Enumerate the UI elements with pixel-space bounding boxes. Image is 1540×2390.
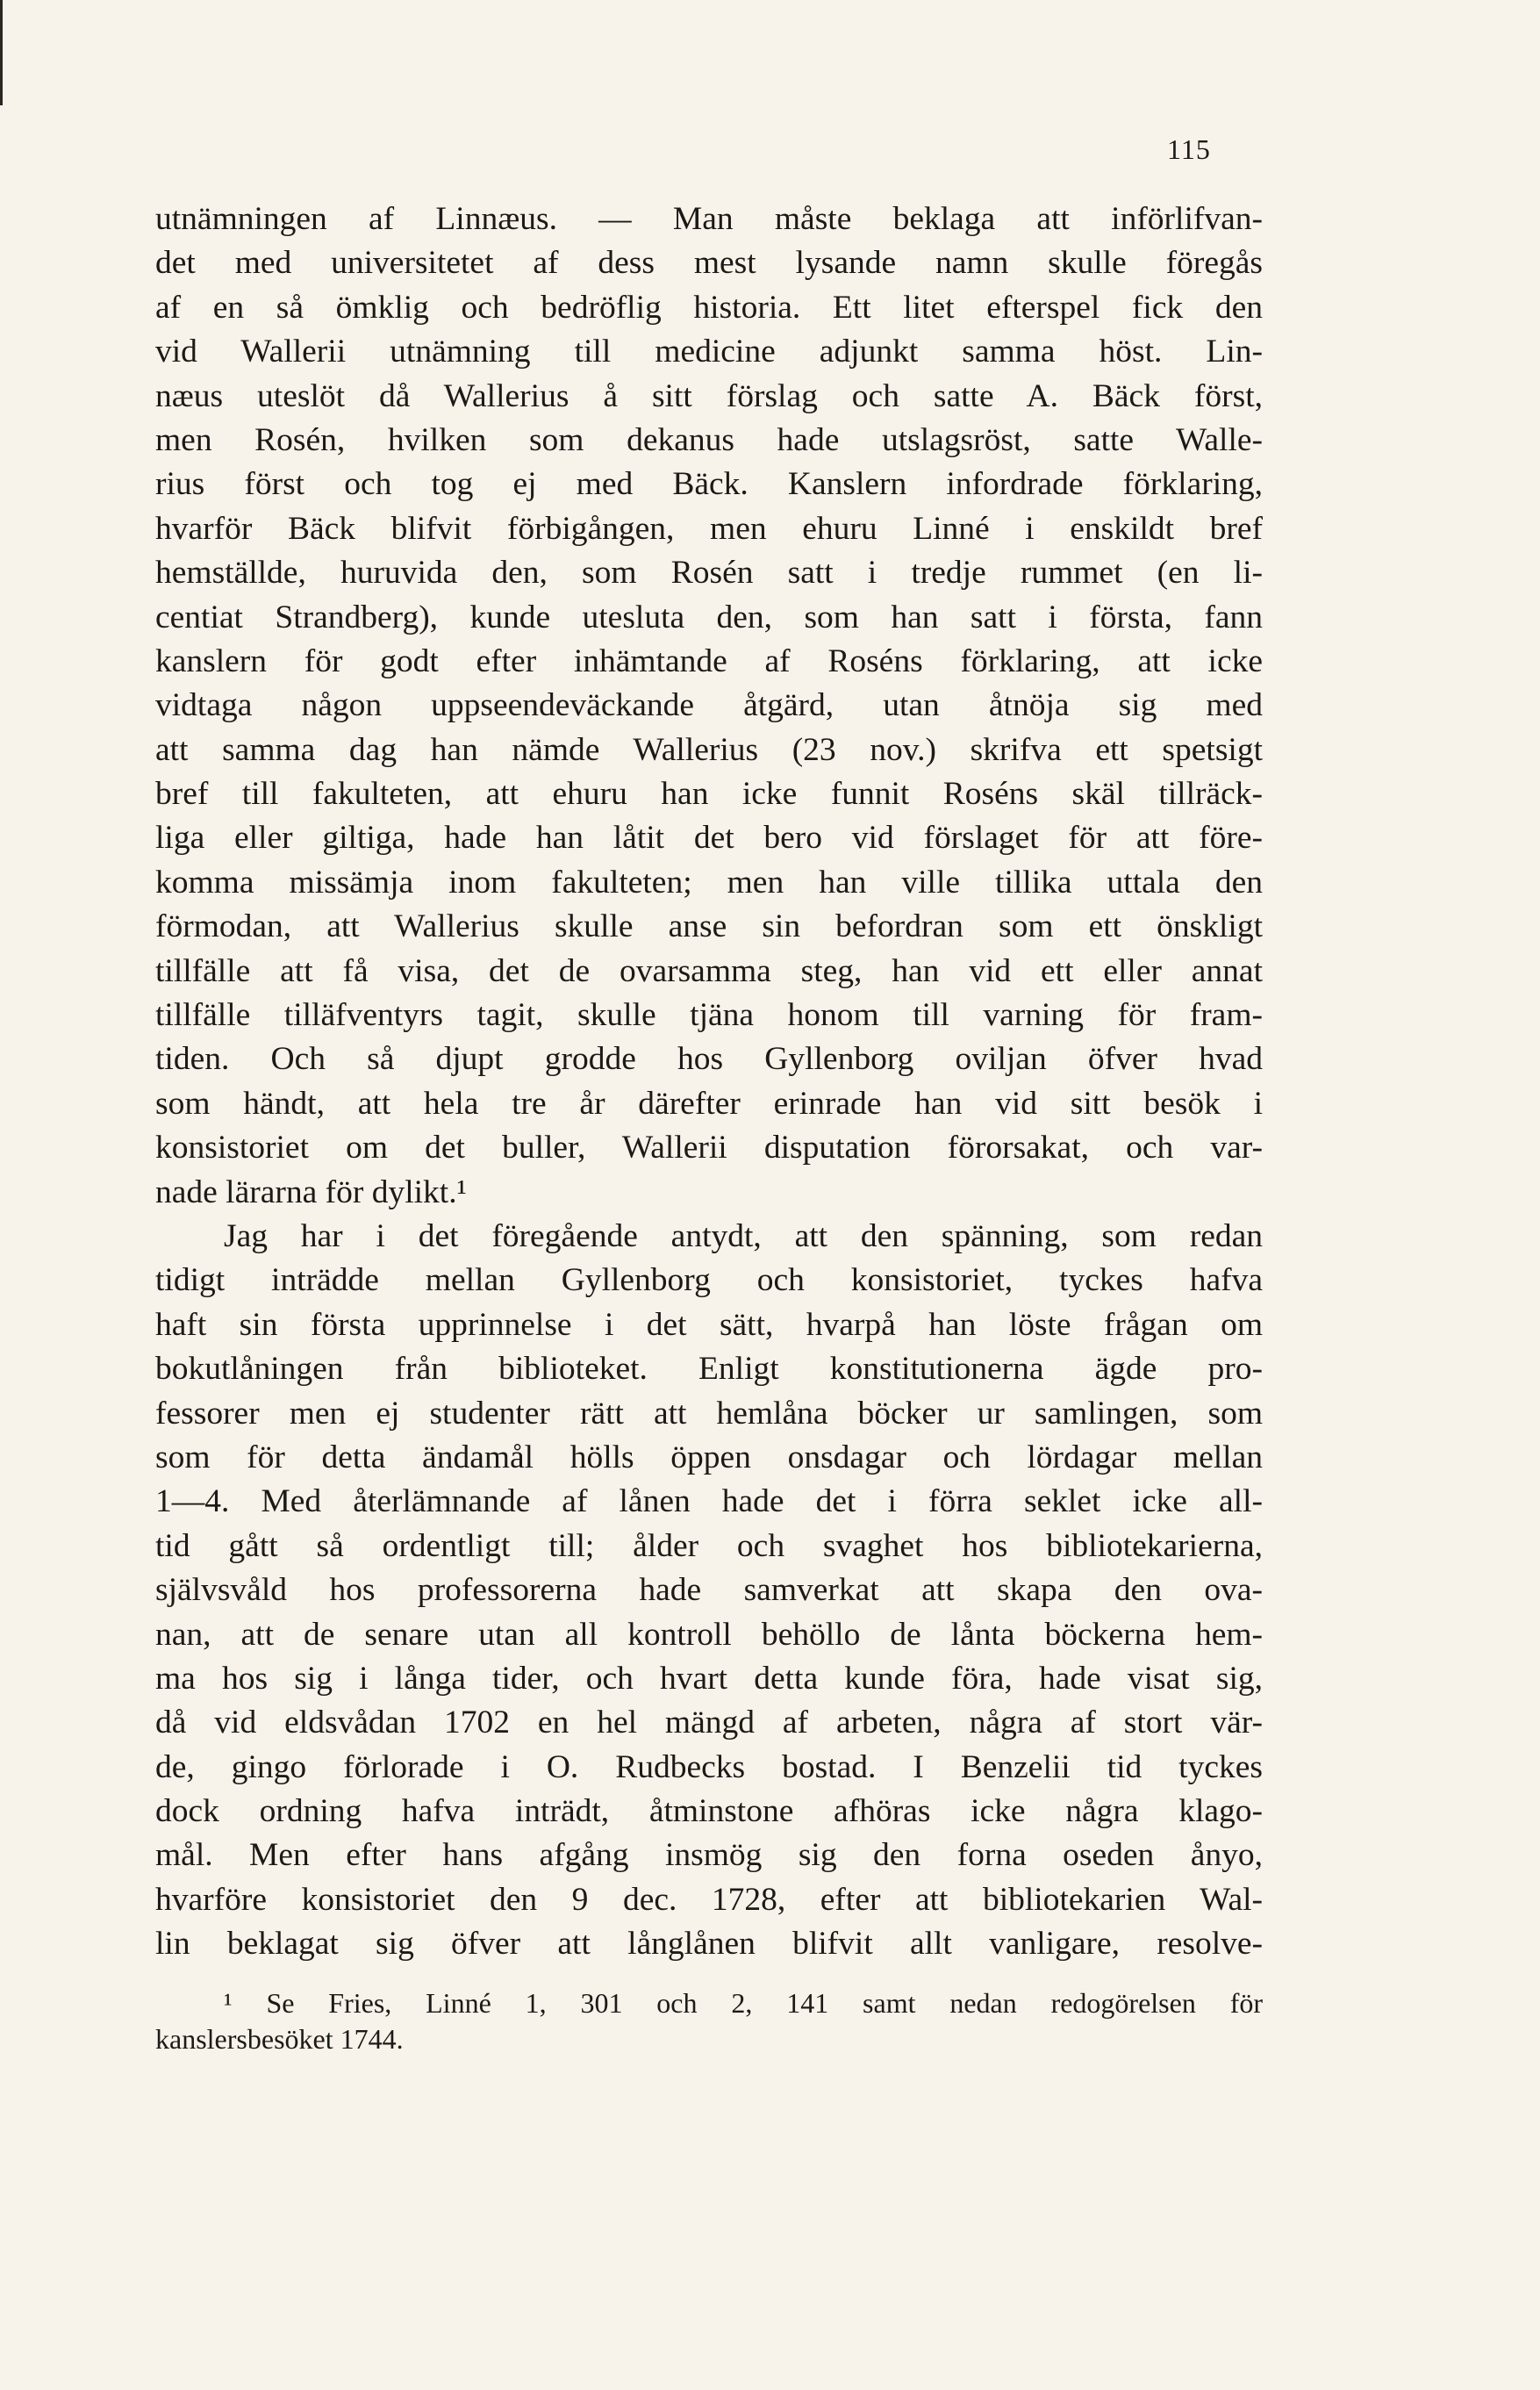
text-line: förmodan, att Wallerius skulle anse sin befordran som ett önskligt <box>155 908 1263 945</box>
text-line: tillfälle tilläfventyrs tagit, skulle tjäna honom till varning för fram- <box>155 997 1263 1034</box>
text-line: bokutlåningen från biblioteket. Enligt konstitutionerna ägde pro- <box>155 1351 1263 1388</box>
text-line: hvarför Bäck blifvit förbigången, men ehuru Linné i enskildt bref <box>155 510 1263 547</box>
text-line: komma missämja inom fakulteten; men han ville tillika uttala den <box>155 864 1263 901</box>
text-line: bref till fakulteten, att ehuru han icke funnit Roséns skäl tillräck- <box>155 776 1263 813</box>
page-number: 115 <box>1167 133 1211 165</box>
text-line: att samma dag han nämde Wallerius (23 nov.) skrifva ett spetsigt <box>155 731 1263 768</box>
footnote <box>155 1985 1263 2057</box>
body-text <box>155 197 1263 1967</box>
text-line: som för detta ändamål hölls öppen onsdagar och lördagar mellan <box>155 1439 1263 1475</box>
text-line: ma hos sig i långa tider, och hvart detta kunde föra, hade visat sig, <box>155 1660 1263 1697</box>
text-line: utnämningen af Linnæus. — Man måste beklaga att införlifvan- <box>155 201 1263 237</box>
footnote-line: kanslersbesöket 1744. <box>155 2023 404 2055</box>
text-line: hvarföre konsistoriet den 9 dec. 1728, efter att bibliotekarien Wal- <box>155 1881 1263 1918</box>
text-line: fessorer men ej studenter rätt att hemlåna böcker ur samlingen, som <box>155 1395 1263 1432</box>
text-line: vid Wallerii utnämning till medicine adjunkt samma höst. Lin- <box>155 334 1263 370</box>
text-line: då vid eldsvådan 1702 en hel mängd af arbeten, några af stort vär- <box>155 1705 1263 1741</box>
paragraph-end-line: nade lärarna för dylikt.¹ <box>155 1173 467 1210</box>
text-line: konsistoriet om det buller, Wallerii disputation förorsakat, och var- <box>155 1130 1263 1166</box>
footnote-line: ¹ Se Fries, Linné 1, 301 och 2, 141 samt nedan redogörelsen för <box>224 1987 1263 2019</box>
text-line: vidtaga någon uppseendeväckande åtgärd, utan åtnöja sig med <box>155 687 1263 724</box>
text-line: rius först och tog ej med Bäck. Kanslern infordrade förklaring, <box>155 466 1263 503</box>
text-line: tillfälle att få visa, det de ovarsamma steg, han vid ett eller annat <box>155 952 1263 989</box>
text-line: næus uteslöt då Wallerius å sitt förslag och satte A. Bäck först, <box>155 377 1263 414</box>
text-line: men Rosén, hvilken som dekanus hade utslagsröst, satte Walle- <box>155 421 1263 458</box>
text-line: lin beklagat sig öfver att långlånen blifvit allt vanligare, resolve- <box>155 1926 1263 1963</box>
text-line: nan, att de senare utan all kontroll behöllo de lånta böckerna hem- <box>155 1616 1263 1653</box>
text-line: som händt, att hela tre år därefter erinrade han vid sitt besök i <box>155 1085 1263 1122</box>
text-line: haft sin första upprinnelse i det sätt, hvarpå han löste frågan om <box>155 1306 1263 1343</box>
text-line: mål. Men efter hans afgång insmög sig den forna oseden ånyo, <box>155 1837 1263 1874</box>
text-line: tidigt inträdde mellan Gyllenborg och konsistoriet, tyckes hafva <box>155 1262 1263 1299</box>
text-line: det med universitetet af dess mest lysande namn skulle föregås <box>155 245 1263 282</box>
text-line: tid gått så ordentligt till; ålder och svaghet hos bibliotekarierna, <box>155 1527 1263 1564</box>
text-line: självsvåld hos professorerna hade samverkat att skapa den ova- <box>155 1572 1263 1609</box>
text-line: af en så ömklig och bedröflig historia. Ett litet efterspel fick den <box>155 289 1263 326</box>
text-line: tiden. Och så djupt grodde hos Gyllenborg oviljan öfver hvad <box>155 1041 1263 1078</box>
paragraph-start-line: Jag har i det föregående antydt, att den spänning, som redan <box>224 1217 1263 1254</box>
text-line: 1—4. Med återlämnande af lånen hade det i förra seklet icke all- <box>155 1483 1263 1520</box>
text-line: liga eller giltiga, hade han låtit det bero vid förslaget för att före- <box>155 820 1263 857</box>
scan-edge-mark <box>0 0 3 105</box>
text-line: de, gingo förlorade i O. Rudbecks bostad. I Benzelii tid tyckes <box>155 1748 1263 1785</box>
text-line: hemställde, huruvida den, som Rosén satt i tredje rummet (en li- <box>155 555 1263 592</box>
text-line: centiat Strandberg), kunde utesluta den, som han satt i första, fann <box>155 599 1263 635</box>
text-line: kanslern för godt efter inhämtande af Roséns förklaring, att icke <box>155 642 1263 679</box>
text-line: dock ordning hafva inträdt, åtminstone afhöras icke några klago- <box>155 1793 1263 1830</box>
